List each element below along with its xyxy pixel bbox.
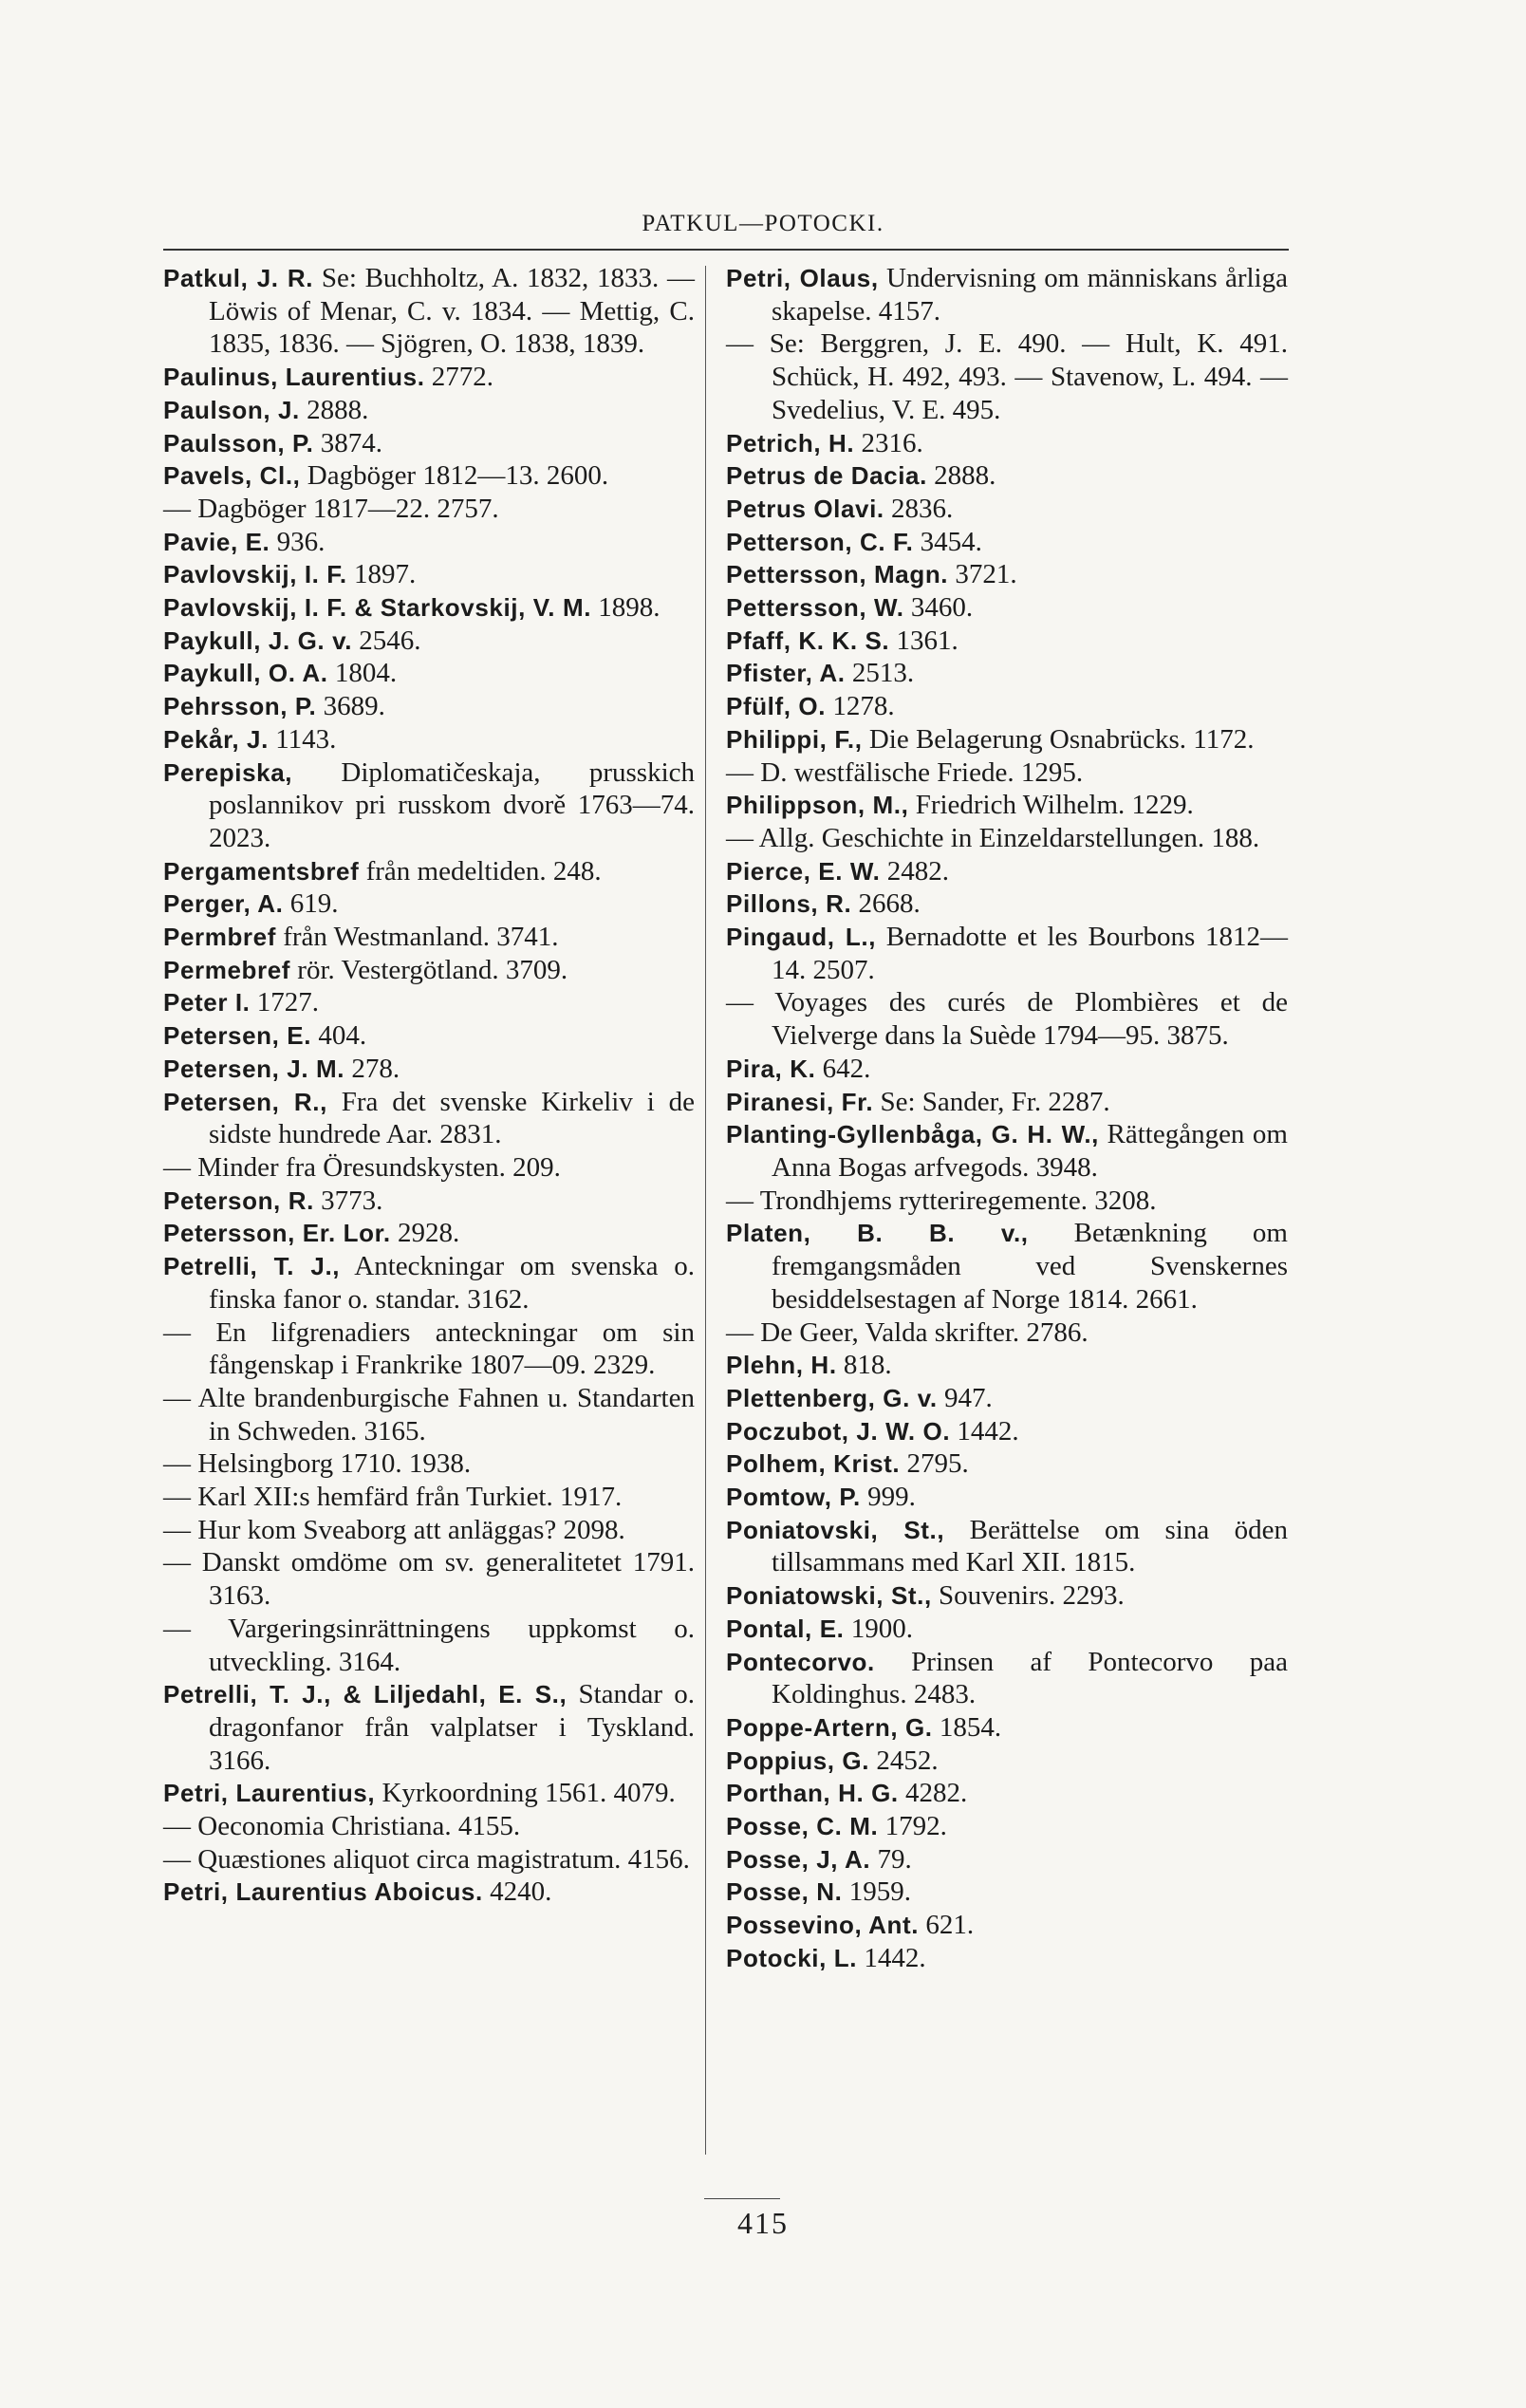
index-entry (163, 690, 695, 723)
index-entry (726, 789, 1288, 822)
index-entry (726, 1349, 1288, 1382)
entry-text: 947. (937, 1382, 993, 1413)
entry-text: 1278. (826, 691, 895, 722)
entry-text: 1854. (932, 1711, 1002, 1743)
entry-heading: Pira, K. (726, 1054, 816, 1083)
index-entry (163, 361, 695, 394)
index-entry (163, 394, 695, 427)
index-entry (726, 625, 1288, 658)
page-number-rule (704, 2198, 780, 2199)
entry-heading: Pingaud, L., (726, 923, 877, 952)
entry-text: — Helsingborg 1710. 1938. (163, 1448, 472, 1480)
entry-text: 1959. (842, 1876, 911, 1908)
index-entry (726, 493, 1288, 526)
index-entry (163, 657, 695, 690)
index-entry (163, 756, 695, 855)
entry-heading: Permbref (163, 923, 276, 952)
entry-text: — Trondhjems rytteriregemente. 3208. (726, 1185, 1157, 1216)
entry-heading: Paykull, J. G. v. (163, 625, 353, 655)
entry-text: Diplomatičeskaja, prusskich poslannikov pri russkom dvorě 1763—74. 2023. (209, 756, 695, 853)
entry-text: 79. (870, 1843, 912, 1875)
entry-text: 1442. (857, 1942, 926, 1973)
entry-heading: Petersen, E. (163, 1021, 312, 1051)
index-entry (726, 1481, 1288, 1514)
index-entry (726, 1185, 1288, 1218)
entry-text: Friedrich Wilhelm. 1229. (908, 790, 1194, 821)
index-entry (163, 1316, 695, 1382)
entry-text: Kyrkoordning 1561. 4079. (375, 1778, 676, 1809)
index-entry (726, 1876, 1288, 1909)
entry-heading: Paulson, J. (163, 395, 300, 424)
entry-heading: Petersen, J. M. (163, 1054, 345, 1083)
entry-heading: Porthan, H. G. (726, 1779, 899, 1808)
index-entry (163, 625, 695, 658)
entry-text: 2836. (884, 493, 954, 524)
entry-text: Dagböger 1812—13. 2600. (300, 460, 609, 492)
index-entry (726, 1382, 1288, 1415)
entry-heading: Paykull, O. A. (163, 659, 328, 688)
entry-heading: Pekår, J. (163, 724, 269, 754)
entry-text: Betænkning om fremgangsmåden ved Svenskernes besiddelsestagen af Norge 1814. 2661. (772, 1218, 1288, 1315)
entry-heading: Pergamentsbref (163, 856, 360, 886)
index-entry (726, 1217, 1288, 1316)
entry-heading: Philippi, F., (726, 724, 863, 754)
index-entry (726, 1909, 1288, 1942)
index-entry (163, 1250, 695, 1316)
index-entry (726, 1118, 1288, 1184)
index-entry (163, 1447, 695, 1481)
index-entry (163, 1546, 695, 1612)
entry-heading: Posse, C. M. (726, 1812, 879, 1841)
entry-text: 3460. (903, 592, 974, 624)
entry-heading: Petrus Olavi. (726, 494, 884, 523)
index-entry (726, 1810, 1288, 1843)
left-column (163, 262, 695, 1909)
index-entry (163, 1876, 695, 1909)
entry-text: 2888. (299, 394, 369, 425)
entry-text: 1897. (346, 559, 417, 590)
entry-heading: Pillons, R. (726, 889, 852, 919)
entry-text: 3721. (948, 559, 1017, 590)
index-entry (726, 756, 1288, 790)
index-entry (726, 1646, 1288, 1711)
entry-heading: Pettersson, Magn. (726, 560, 949, 589)
entry-text: — Se: Berggren, J. E. 490. — Hult, K. 491. Schück, H. 492, 493. — Stavenow, L. 494. — Svedelius, V. E. 495. (726, 328, 1288, 425)
index-entry (163, 1217, 695, 1250)
index-entry (163, 459, 695, 493)
index-entry (726, 1316, 1288, 1350)
entry-heading: Pfaff, K. K. S. (726, 625, 890, 655)
entry-text: — Danskt omdöme om sv. generalitetet 1791. 3163. (163, 1547, 695, 1612)
entry-heading: Perger, A. (163, 889, 284, 919)
entry-heading: Pontal, E. (726, 1614, 845, 1643)
index-entry (163, 1613, 695, 1678)
entry-heading: Philippson, M., (726, 791, 909, 820)
entry-text: 4240. (482, 1876, 552, 1908)
entry-text: 3454. (913, 526, 982, 557)
entry-heading: Petri, Olaus, (726, 264, 879, 292)
index-entry (163, 723, 695, 756)
entry-text: Berättelse om sina öden tillsammans med Karl XII. 1815. (772, 1514, 1288, 1578)
entry-text: 1727. (250, 987, 320, 1018)
entry-heading: Pfister, A. (726, 659, 846, 688)
entry-heading: Pierce, E. W. (726, 856, 881, 886)
index-entry (726, 459, 1288, 493)
index-entry (726, 986, 1288, 1052)
index-entry (163, 558, 695, 591)
index-entry (163, 1777, 695, 1810)
entry-heading: Poppius, G. (726, 1745, 870, 1775)
entry-text: från medeltiden. 248. (359, 855, 602, 887)
entry-heading: Pomtow, P. (726, 1483, 861, 1512)
index-entry (163, 526, 695, 559)
entry-heading: Poczubot, J. W. O. (726, 1416, 951, 1446)
index-entry (163, 1086, 695, 1151)
entry-heading: Polhem, Krist. (726, 1449, 901, 1479)
index-entry (726, 723, 1288, 756)
entry-text: 2772. (424, 362, 494, 393)
entry-text: — Voyages des curés de Plombières et de Vielverge dans la Suède 1794—95. 3875. (726, 987, 1288, 1052)
index-entry (163, 1514, 695, 1547)
entry-text: — Dagböger 1817—22. 2757. (163, 493, 499, 524)
index-entry (726, 1053, 1288, 1086)
entry-text: 1143. (268, 723, 337, 755)
entry-text: 3689. (316, 691, 385, 722)
index-entry (726, 1777, 1288, 1810)
entry-text: Die Belagerung Osnabrücks. 1172. (862, 723, 1255, 755)
index-entry (163, 591, 695, 625)
entry-text: 621. (919, 1910, 975, 1941)
entry-heading: Poniatovski, St., (726, 1515, 945, 1544)
entry-text: Bernadotte et les Bourbons 1812—14. 2507. (772, 922, 1288, 985)
index-entry (163, 855, 695, 888)
entry-text: 999. (860, 1482, 916, 1513)
entry-heading: Pontecorvo. (726, 1647, 875, 1676)
column-divider (705, 266, 706, 2155)
entry-heading: Poppe-Artern, G. (726, 1712, 933, 1742)
entry-text: 1804. (327, 658, 398, 689)
entry-heading: Pavels, Cl., (163, 461, 301, 491)
entry-text: — Vargeringsinrättningens uppkomst o. utveckling. 3164. (163, 1613, 695, 1677)
entry-text: 2928. (390, 1218, 460, 1249)
entry-heading: Pavlovskij, I. F. & Starkovskij, V. M. (163, 593, 592, 623)
entry-heading: Plehn, H. (726, 1351, 837, 1380)
entry-text: — En lifgrenadiers anteckningar om sin fångenskap i Frankrike 1807—09. 2329. (163, 1316, 695, 1381)
entry-text: 2513. (845, 658, 915, 689)
entry-heading: Petersen, R., (163, 1087, 327, 1116)
entry-heading: Paulinus, Laurentius. (163, 363, 425, 392)
index-entry (726, 855, 1288, 888)
index-entry (726, 1613, 1288, 1646)
index-entry (163, 1053, 695, 1086)
entry-heading: Patkul, J. R. (163, 264, 314, 292)
entry-text: Undervisning om människans årliga skapelse. 4157. (772, 263, 1288, 327)
entry-text: 1792. (878, 1811, 947, 1842)
entry-heading: Perepiska, (163, 757, 293, 787)
entry-text: 2888. (926, 460, 996, 492)
index-entry (163, 1382, 695, 1447)
index-entry (726, 1711, 1288, 1745)
header-rule (163, 249, 1289, 251)
entry-text: 818. (836, 1350, 892, 1381)
index-entry (726, 1086, 1288, 1119)
index-entry (726, 1514, 1288, 1579)
index-entry (163, 921, 695, 954)
index-entry (163, 954, 695, 987)
entry-heading: Petersson, Er. Lor. (163, 1219, 391, 1248)
entry-text: 619. (283, 888, 339, 920)
entry-heading: Petrelli, T. J., (163, 1252, 341, 1281)
entry-text: 1442. (950, 1415, 1019, 1447)
entry-text: 404. (311, 1020, 367, 1052)
entry-heading: Petri, Laurentius, (163, 1779, 376, 1808)
index-entry (163, 493, 695, 526)
entry-text: Anteckningar om svenska o. finska fanor o. standar. 3162. (209, 1251, 695, 1315)
entry-text: — Minder fra Öresundskysten. 209. (163, 1151, 561, 1183)
index-entry (163, 986, 695, 1019)
entry-heading: Posse, J, A. (726, 1844, 871, 1874)
entry-heading: Posse, N. (726, 1877, 843, 1907)
entry-heading: Pettersson, W. (726, 593, 904, 623)
entry-text: 2795. (900, 1448, 969, 1480)
entry-text: 3773. (313, 1185, 383, 1216)
entry-text: — Alte brandenburgische Fahnen u. Standarten in Schweden. 3165. (163, 1382, 695, 1447)
index-entry (163, 1810, 695, 1843)
entry-text: 4282. (898, 1778, 968, 1809)
entry-heading: Planting-Gyllenbåga, G. H. W., (726, 1120, 1099, 1149)
entry-heading: Petterson, C. F. (726, 527, 914, 556)
entry-text: Fra det svenske Kirkeliv i de sidste hundrede Aar. 2831. (209, 1086, 695, 1150)
entry-text: Se: Buchholtz, A. 1832, 1833. — Löwis of Menar, C. v. 1834. — Mettig, C. 1835, 1836. — Sjögren, O. 1838, 1839. (209, 263, 695, 360)
index-entry (163, 1678, 695, 1777)
entry-text: 1898. (591, 592, 661, 624)
entry-heading: Possevino, Ant. (726, 1911, 920, 1940)
entry-text: 642. (815, 1053, 871, 1084)
entry-text: 2452. (869, 1745, 939, 1776)
entry-text: 1361. (889, 625, 958, 656)
entry-heading: Paulsson, P. (163, 428, 314, 457)
entry-text: Souvenirs. 2293. (931, 1580, 1125, 1612)
entry-text: 2316. (854, 427, 923, 458)
entry-heading: Petrus de Dacia. (726, 461, 927, 491)
entry-heading: Peterson, R. (163, 1185, 314, 1215)
entry-text: Rättegången om Anna Bogas arfvegods. 3948. (772, 1119, 1288, 1183)
entry-text: 2668. (851, 888, 921, 920)
entry-heading: Platen, B. B. v., (726, 1219, 1029, 1248)
index-entry (726, 591, 1288, 625)
index-entry (163, 1151, 695, 1185)
entry-heading: Petrelli, T. J., & Liljedahl, E. S., (163, 1680, 568, 1709)
right-column (726, 262, 1288, 1975)
entry-heading: Permebref (163, 955, 291, 984)
entry-text: — Allg. Geschichte in Einzeldarstellungen. 188. (726, 822, 1260, 853)
entry-heading: Pfülf, O. (726, 692, 827, 721)
index-entry (726, 657, 1288, 690)
index-entry (726, 327, 1288, 426)
index-entry (163, 1185, 695, 1218)
entry-heading: Petri, Laurentius Aboicus. (163, 1877, 483, 1907)
entry-text: — Oeconomia Christiana. 4155. (163, 1811, 521, 1842)
entry-text: — D. westfälische Friede. 1295. (726, 756, 1084, 788)
entry-text: från Westmanland. 3741. (275, 922, 559, 953)
index-entry (726, 558, 1288, 591)
entry-heading: Pavie, E. (163, 527, 270, 556)
index-entry (726, 822, 1288, 855)
entry-text: — Hur kom Sveaborg att anläggas? 2098. (163, 1514, 625, 1545)
index-entry (163, 1019, 695, 1053)
index-entry (726, 1843, 1288, 1876)
index-entry (726, 690, 1288, 723)
index-entry (163, 262, 695, 361)
entry-text: Se: Sander, Fr. 2287. (873, 1086, 1110, 1117)
entry-text: 2546. (352, 625, 421, 656)
entry-text: — Quæstiones aliquot circa magistratum. 4156. (163, 1843, 690, 1875)
entry-heading: Petrich, H. (726, 428, 855, 457)
index-entry (726, 1942, 1288, 1975)
index-entry (726, 1745, 1288, 1778)
entry-text: — Karl XII:s hemfärd från Turkiet. 1917. (163, 1482, 623, 1513)
index-entry (163, 1481, 695, 1514)
index-entry (726, 262, 1288, 327)
entry-text: Prinsen af Pontecorvo paa Koldinghus. 2483. (772, 1646, 1288, 1710)
index-entry (726, 887, 1288, 921)
index-entry (726, 1447, 1288, 1481)
entry-heading: Potocki, L. (726, 1943, 858, 1972)
entry-heading: Peter I. (163, 988, 251, 1017)
entry-text: 2482. (880, 855, 949, 887)
entry-heading: Pehrsson, P. (163, 692, 317, 721)
index-entry (726, 427, 1288, 460)
index-entry (163, 1843, 695, 1876)
index-entry (726, 921, 1288, 986)
entry-text: 3874. (313, 427, 382, 458)
index-entry (726, 1415, 1288, 1448)
page-number: 415 (737, 2206, 789, 2240)
entry-text: — De Geer, Valda skrifter. 2786. (726, 1316, 1089, 1348)
entry-text: 1900. (844, 1613, 913, 1644)
entry-text: 936. (270, 526, 326, 557)
index-entry (163, 887, 695, 921)
index-entry (726, 1579, 1288, 1613)
index-entry (163, 427, 695, 460)
entry-heading: Poniatowski, St., (726, 1581, 932, 1611)
index-entry (726, 526, 1288, 559)
running-head: PATKUL—POTOCKI. (642, 211, 884, 236)
entry-heading: Plettenberg, G. v. (726, 1383, 938, 1412)
entry-heading: Pavlovskij, I. F. (163, 560, 347, 589)
entry-heading: Piranesi, Fr. (726, 1087, 874, 1116)
entry-text: Standar o. dragonfanor från valplatser i Tyskland. 3166. (209, 1679, 695, 1776)
entry-text: 278. (344, 1053, 400, 1084)
entry-text: rör. Vestergötland. 3709. (290, 954, 568, 985)
